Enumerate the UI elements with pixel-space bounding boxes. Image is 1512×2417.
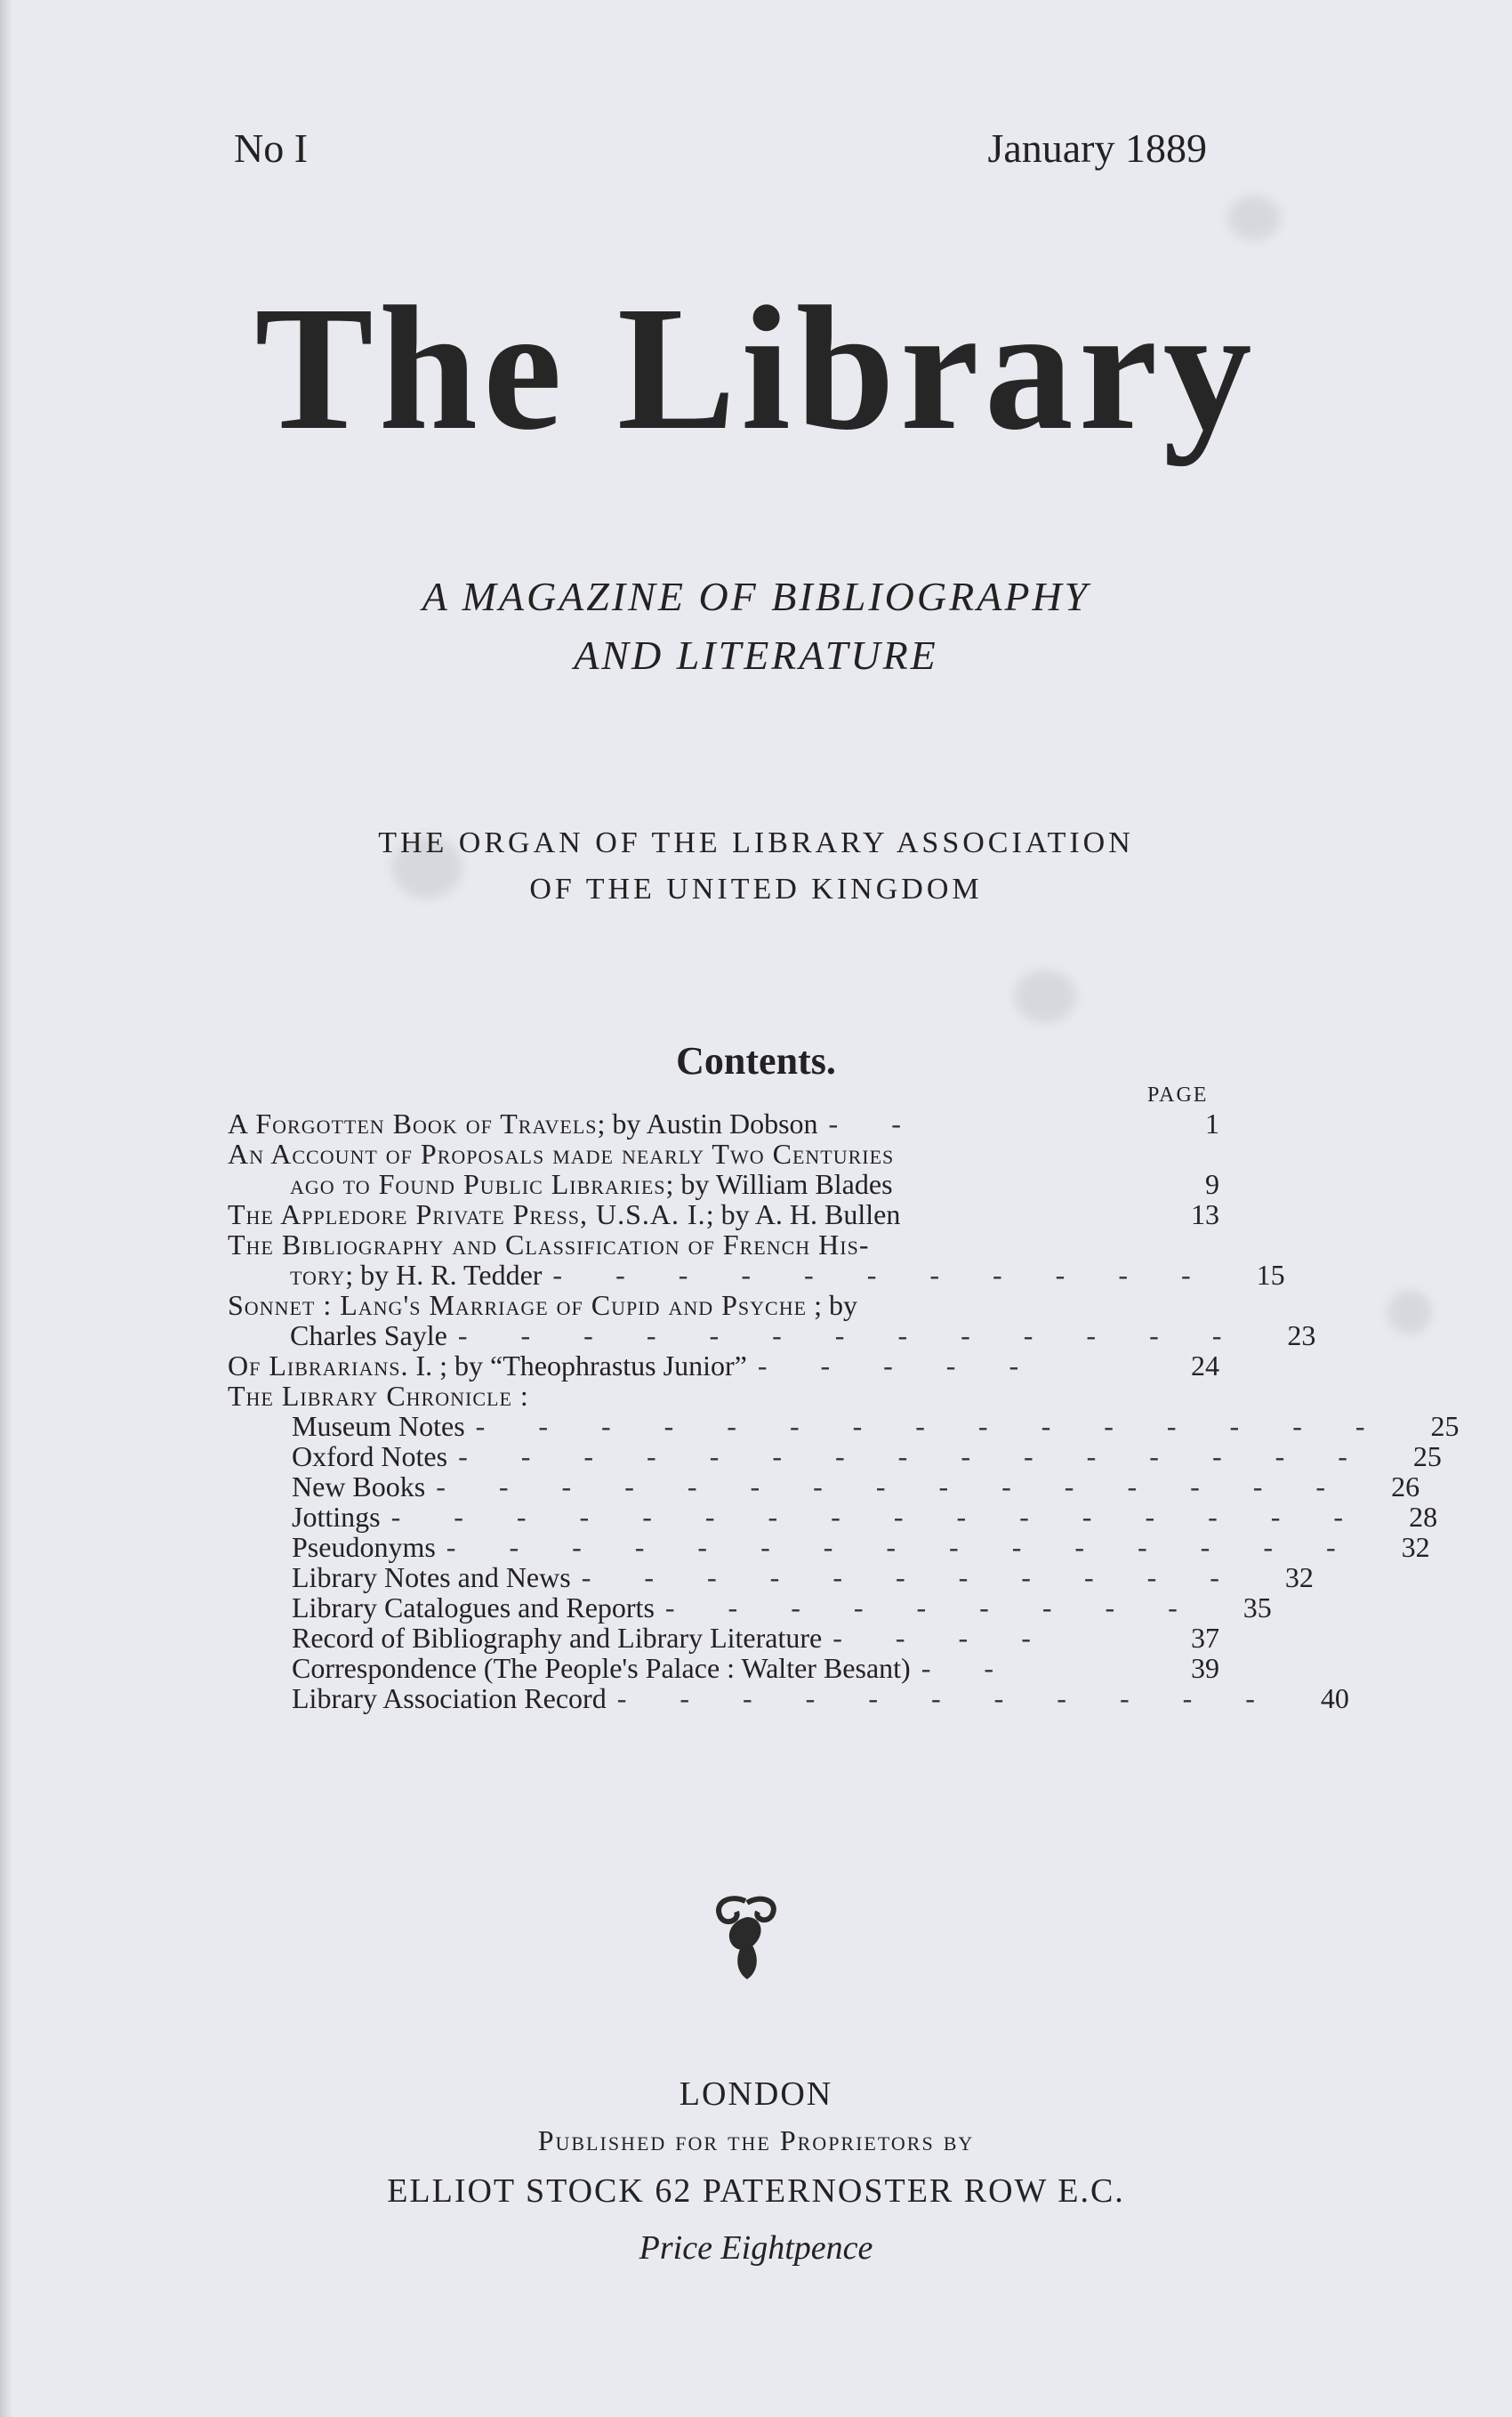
toc-page-number: 9 xyxy=(1205,1168,1219,1200)
table-of-contents xyxy=(228,1108,1460,1714)
toc-page-number: 23 xyxy=(1287,1319,1316,1351)
stain-mark xyxy=(1227,196,1281,240)
toc-subentry: Jottings - - - - - - - - - - - - - - - - 28 xyxy=(292,1501,1438,1533)
issue-number: No I xyxy=(234,125,309,171)
fleuron-ornament-icon xyxy=(694,1890,800,1988)
stain-mark xyxy=(1014,970,1076,1023)
toc-subentry: Record of Bibliography and Library Literature - - - - 37 xyxy=(292,1622,1219,1654)
imprint-price: Price Eightpence xyxy=(639,2229,873,2267)
toc-page-number: 24 xyxy=(1191,1349,1219,1382)
toc-subentry: Museum Notes - - - - - - - - - - - - - - - 25 xyxy=(292,1410,1460,1442)
toc-subentry: New Books - - - - - - - - - - - - - - - 26 xyxy=(292,1470,1420,1503)
toc-entry: An Account of Proposals made nearly Two Centuries xyxy=(228,1138,895,1170)
toc-page-number: 13 xyxy=(1191,1198,1219,1230)
masthead-title: The Library xyxy=(254,270,1258,467)
page-column-label: PAGE xyxy=(1147,1084,1209,1107)
toc-entry: Of Librarians. I. ; by “Theophrastus Junior” - - - - - 24 xyxy=(228,1349,1219,1382)
organ-line-1: THE ORGAN OF THE LIBRARY ASSOCIATION xyxy=(378,826,1134,859)
toc-entry: A Forgotten Book of Travels; by Austin Dobson - - 1 xyxy=(228,1108,1219,1140)
issue-date: January 1889 xyxy=(987,125,1207,171)
toc-subentry: Oxford Notes - - - - - - - - - - - - - - - 25 xyxy=(292,1440,1442,1472)
toc-page-number: 15 xyxy=(1256,1259,1285,1291)
toc-subentry: Library Catalogues and Reports - - - - - - - - - 35 xyxy=(292,1591,1272,1623)
stain-mark xyxy=(1387,1290,1432,1334)
toc-entry-continuation: ago to Found Public Libraries; by William Blades 9 xyxy=(290,1168,1219,1200)
imprint-publisher: ELLIOT STOCK 62 PATERNOSTER ROW E.C. xyxy=(387,2172,1125,2210)
subtitle-line-2: AND LITERATURE xyxy=(574,632,938,678)
toc-page-number: 1 xyxy=(1205,1108,1219,1140)
toc-subentry: Library Notes and News - - - - - - - - - - - 32 xyxy=(292,1561,1314,1593)
toc-entry: The Appledore Private Press, U.S.A. I.; by A. H. Bullen 13 xyxy=(228,1198,1219,1230)
magazine-subtitle xyxy=(0,568,1512,685)
imprint-city: LONDON xyxy=(679,2075,833,2113)
toc-subentry: Correspondence (The People's Palace : Walter Besant) - - 39 xyxy=(292,1652,1219,1684)
toc-entry: The Bibliography and Classification of French His- xyxy=(228,1229,870,1261)
toc-entry-continuation: tory; by H. R. Tedder - - - - - - - - - - - 15 xyxy=(290,1259,1285,1291)
imprint-published-by: Published for the Proprietors by xyxy=(537,2124,975,2156)
toc-entry-continuation: Charles Sayle - - - - - - - - - - - - - 23 xyxy=(290,1319,1316,1351)
contents-heading: Contents. xyxy=(676,1039,836,1083)
toc-subentry: Pseudonyms - - - - - - - - - - - - - - - 32 xyxy=(292,1531,1430,1563)
toc-entry: Sonnet : Lang's Marriage of Cupid and Psyche ; by xyxy=(228,1289,857,1321)
organ-line-2: OF THE UNITED KINGDOM xyxy=(529,873,983,906)
subtitle-line-1: A MAGAZINE OF BIBLIOGRAPHY xyxy=(422,574,1090,619)
toc-subentry: Library Association Record - - - - - - - - - - - 40 xyxy=(292,1682,1349,1714)
organ-statement xyxy=(0,820,1512,913)
toc-section-heading: The Library Chronicle : xyxy=(228,1380,529,1412)
